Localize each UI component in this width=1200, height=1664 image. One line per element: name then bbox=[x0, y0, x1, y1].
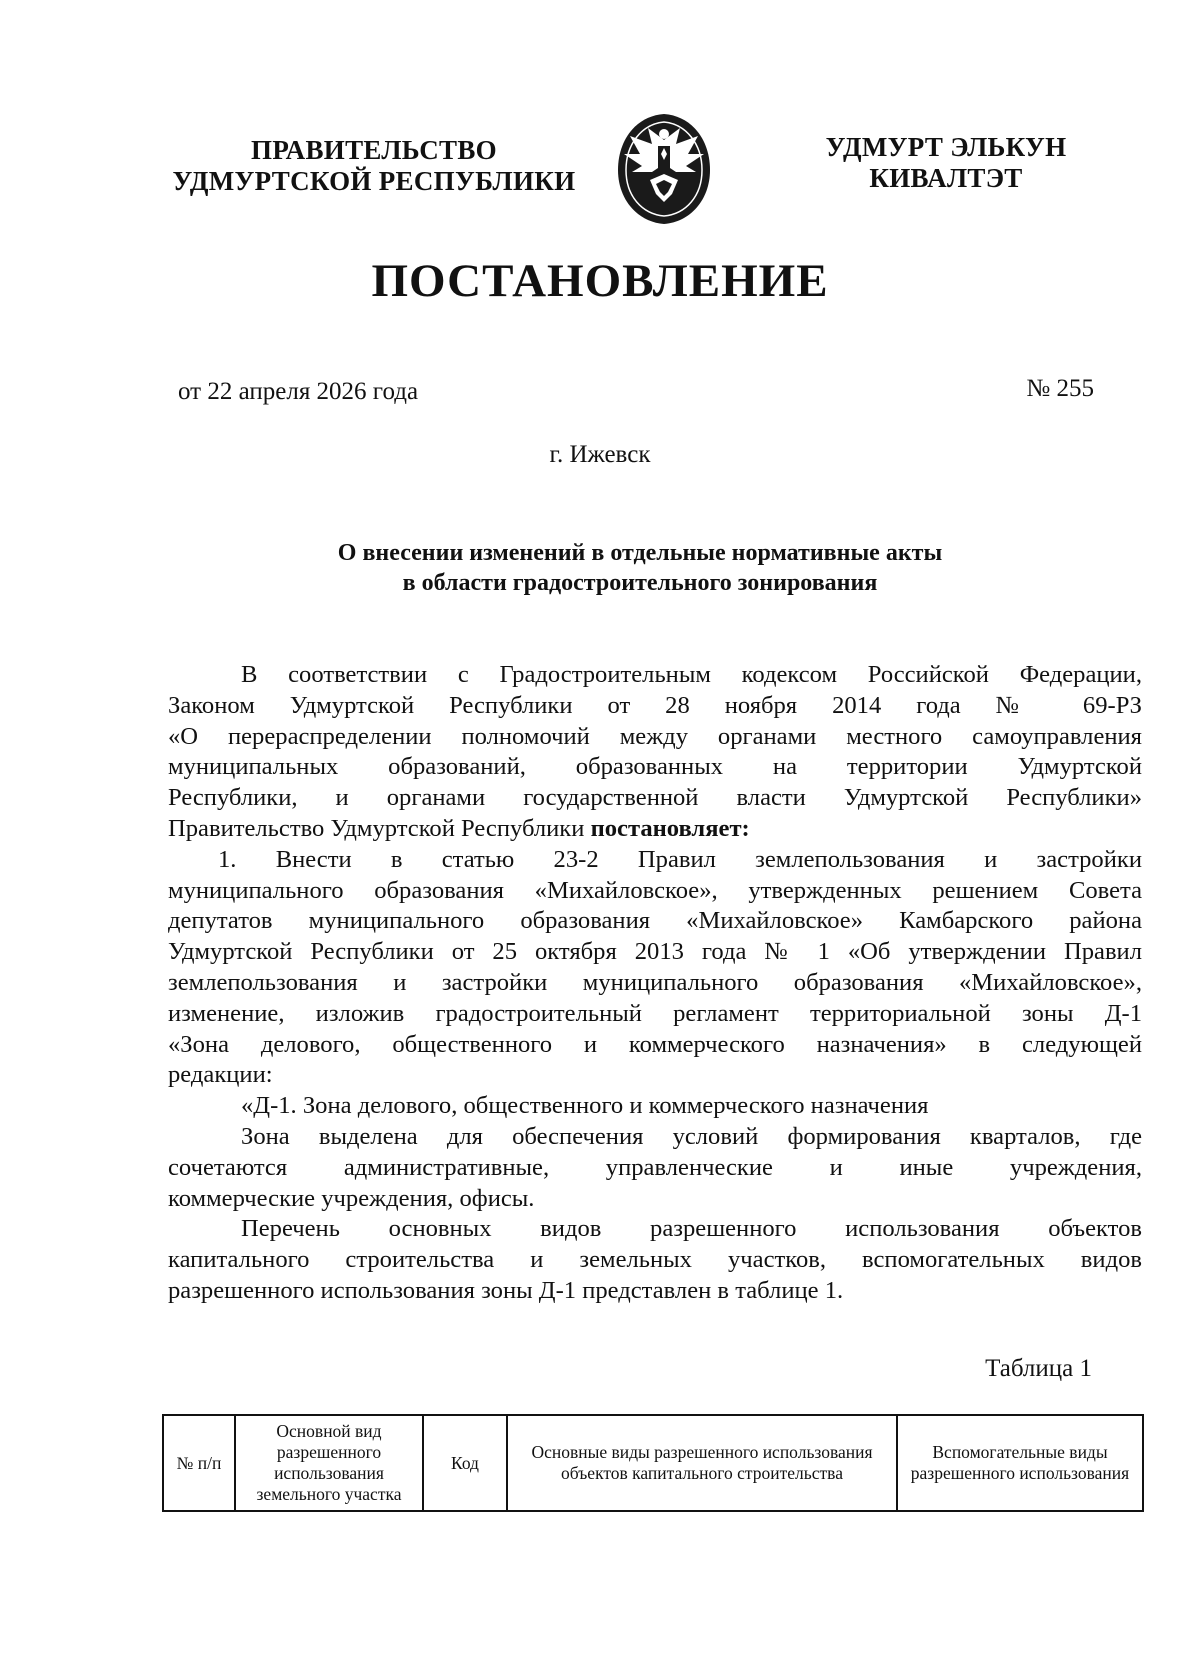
body-line: Законом Удмуртской Республики от 28 ноября 2014 года № 69-РЗ bbox=[168, 691, 1142, 719]
issuer-line-1: ПРАВИТЕЛЬСТВО bbox=[251, 135, 497, 165]
table-header-cell-auxiliary-use: Вспомогательные виды разрешенного использования bbox=[897, 1415, 1143, 1511]
body-line: Республики, и органами государственной власти Удмуртской Республики» bbox=[168, 784, 1142, 812]
document-body bbox=[168, 660, 1142, 1307]
body-line: муниципального образования «Михайловское», утвержденных решением Совета bbox=[168, 876, 1142, 904]
zone-title: «Д-1. Зона делового, общественного и коммерческого назначения bbox=[241, 1092, 929, 1120]
issuer-name-udmurt bbox=[810, 132, 1082, 194]
table-caption: Таблица 1 bbox=[985, 1355, 1092, 1382]
body-line: «Зона делового, общественного и коммерческого назначения» в следующей bbox=[168, 1030, 1142, 1058]
body-line: разрешенного использования зоны Д-1 представлен в таблице 1. bbox=[168, 1276, 844, 1304]
issuer-udmurt-line-2: КИВАЛТЭТ bbox=[869, 163, 1023, 193]
document-date: от 22 апреля 2026 года bbox=[178, 378, 419, 405]
document-subject bbox=[200, 538, 1080, 598]
body-line: Зона выделена для обеспечения условий формирования кварталов, где bbox=[241, 1122, 1142, 1150]
body-line-resolution bbox=[168, 814, 1142, 845]
body-line: депутатов муниципального образования «Михайловское» Камбарского района bbox=[168, 907, 1142, 935]
body-line: 1. Внести в статью 23-2 Правил землепользования и застройки bbox=[218, 845, 1142, 873]
table-header-cell-main-construction-use: Основные виды разрешенного использования объектов капитального строительства bbox=[507, 1415, 897, 1511]
document-number: № 255 bbox=[1026, 375, 1094, 402]
document-city: г. Ижевск bbox=[549, 441, 651, 468]
issuer-udmurt-line-1: УДМУРТ ЭЛЬКУН bbox=[825, 132, 1067, 162]
table-header-cell-number: № п/п bbox=[163, 1415, 235, 1511]
land-use-table bbox=[162, 1414, 1144, 1512]
subject-line: в области градостроительного зонирования bbox=[402, 570, 878, 596]
table-header-row bbox=[163, 1415, 1143, 1511]
table-header-cell-code: Код bbox=[423, 1415, 507, 1511]
body-line: В соответствии с Градостроительным кодексом Российской Федерации, bbox=[241, 661, 1142, 688]
table-header-cell-main-land-use: Основной вид разрешенного использования земельного участка bbox=[235, 1415, 423, 1511]
body-line: «О перераспределении полномочий между органами местного самоуправления bbox=[168, 722, 1142, 750]
resolution-text: Правительство Удмуртской Республики bbox=[168, 814, 591, 842]
body-line: Перечень основных видов разрешенного использования объектов bbox=[241, 1215, 1142, 1243]
issuer-name-russian bbox=[160, 135, 588, 197]
body-line: капитального строительства и земельных участков, вспомогательных видов bbox=[168, 1246, 1142, 1274]
issuer-line-2: УДМУРТСКОЙ РЕСПУБЛИКИ bbox=[172, 166, 576, 196]
document-type-title: ПОСТАНОВЛЕНИЕ bbox=[371, 255, 829, 307]
resolution-verb: постановляет bbox=[590, 814, 742, 842]
body-line: землепользования и застройки муниципального образования «Михайловское», bbox=[168, 968, 1142, 996]
body-line: изменение, изложив градостроительный регламент территориальной зоны Д-1 bbox=[168, 999, 1142, 1027]
body-line: редакции: bbox=[168, 1061, 273, 1089]
body-line: сочетаются административные, управленческие и иные учреждения, bbox=[168, 1153, 1142, 1181]
body-line: муниципальных образований, образованных на территории Удмуртской bbox=[168, 753, 1142, 781]
udmurt-coat-of-arms-icon bbox=[612, 110, 716, 228]
body-line: Удмуртской Республики от 25 октября 2013 года № 1 «Об утверждении Правил bbox=[168, 938, 1142, 966]
subject-line: О внесении изменений в отдельные нормативные акты bbox=[337, 540, 943, 566]
resolution-colon: : bbox=[741, 814, 750, 842]
body-line: коммерческие учреждения, офисы. bbox=[168, 1184, 535, 1212]
